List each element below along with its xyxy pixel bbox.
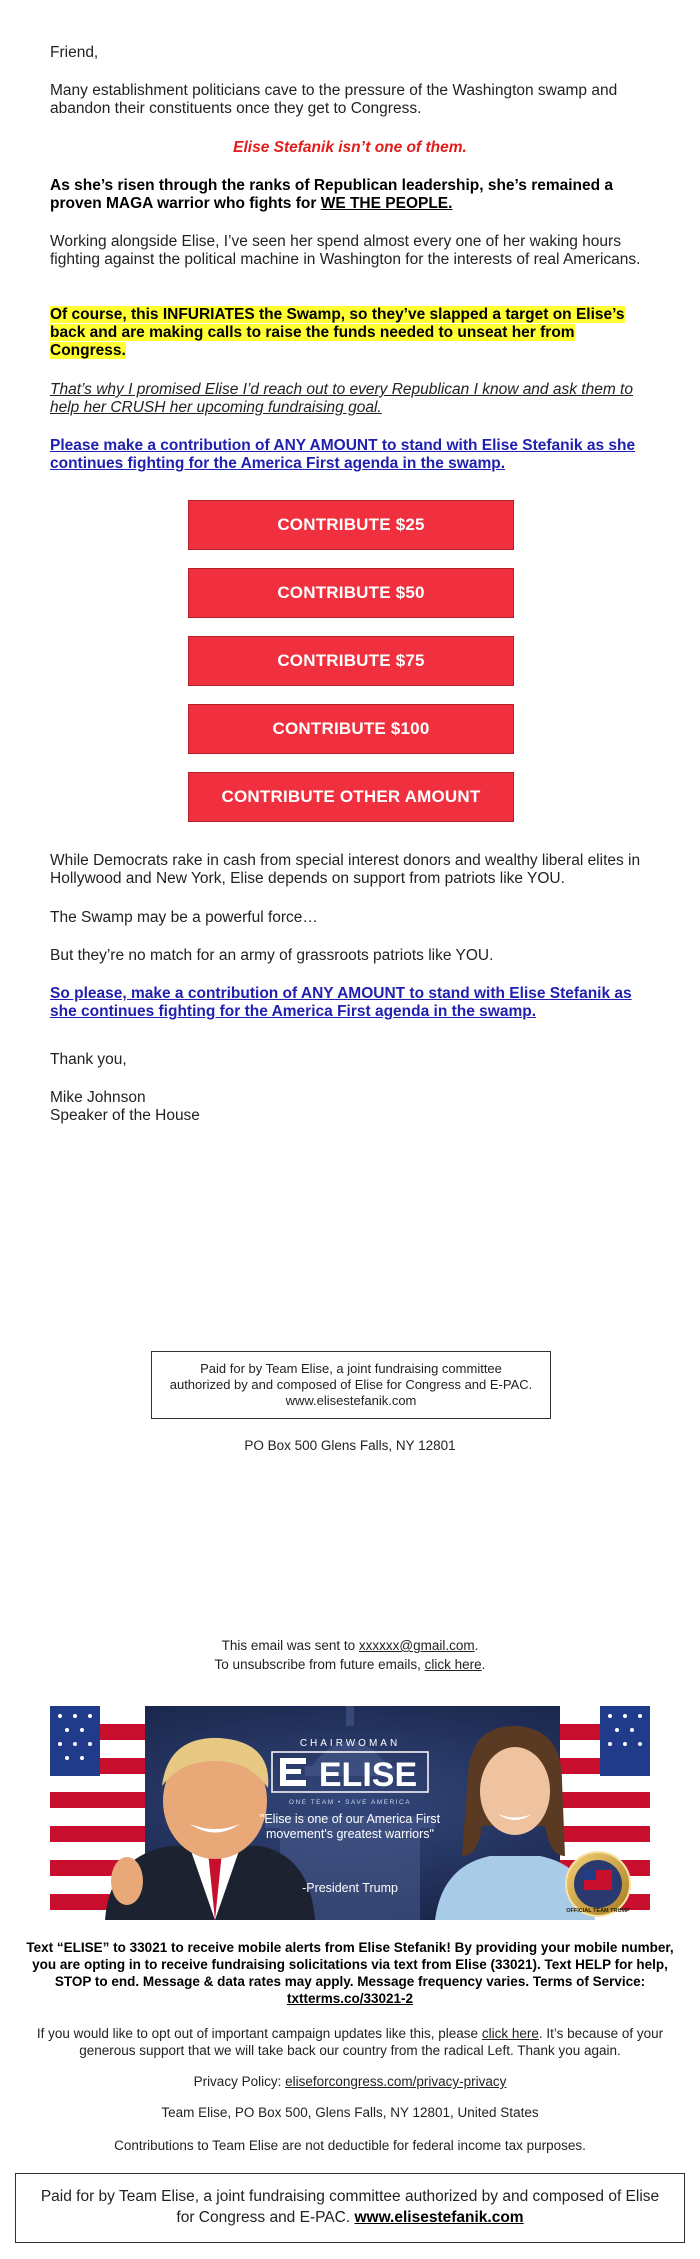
optout-link[interactable]: click here bbox=[481, 2026, 539, 2041]
privacy-line bbox=[18, 2073, 682, 2090]
footer-website-link[interactable]: www.elisestefanik.com bbox=[354, 2209, 524, 2226]
privacy-link[interactable]: eliseforcongress.com/privacy-privacy bbox=[285, 2074, 507, 2089]
banner-tagline: ONE TEAM • SAVE AMERICA bbox=[288, 1799, 412, 1806]
contribute-other-button[interactable]: CONTRIBUTE OTHER AMOUNT bbox=[188, 772, 514, 822]
po-box: PO Box 500 Glens Falls, NY 12801 bbox=[244, 1438, 456, 1453]
paragraph-swamp-force: The Swamp may be a powerful force… bbox=[50, 909, 318, 926]
campaign-banner[interactable] bbox=[50, 1706, 650, 1920]
banner-quote: "Elise is one of our America First movement's greatest warriors" bbox=[259, 1812, 441, 1841]
footer-paid-box bbox=[15, 2173, 685, 2243]
paid-for-box: Paid for by Team Elise, a joint fundraising committee authorized by and composed of Elise for Congress and E-PAC. www.elisestefanik.com bbox=[151, 1351, 551, 1419]
unsubscribe-suffix: . bbox=[481, 1657, 486, 1672]
seal-text: OFFICIAL TEAM TRUMP bbox=[566, 1908, 630, 1914]
optout-suffix: . It’s because of your generous support that we will take back our country from the radical Left. Thank you again. bbox=[79, 2026, 664, 2058]
contribute-100-button[interactable]: CONTRIBUTE $100 bbox=[188, 704, 514, 754]
optout-prefix: If you would like to opt out of important campaign updates like this, please bbox=[36, 2026, 482, 2041]
tax-note: Contributions to Team Elise are not deductible for federal income tax purposes. bbox=[114, 2138, 586, 2153]
we-the-people: WE THE PEOPLE. bbox=[320, 195, 453, 212]
contribute-link-2[interactable]: So please, make a contribution of ANY AMOUNT to stand with Elise Stefanik as she continues fighting for the America First agenda in the swamp. bbox=[50, 985, 632, 1020]
sms-disclaimer bbox=[18, 1939, 682, 2007]
paragraph-democrats: While Democrats rake in cash from special interest donors and wealthy liberal elites in Hollywood and New York, Elise depends on support from patriots like YOU. bbox=[50, 852, 641, 887]
paragraph-maga-warrior bbox=[50, 177, 650, 213]
paragraph-working-alongside: Working alongside Elise, I’ve seen her spend almost every one of her waking hours fighting against the political machine in Washington for the interests of real Americans. bbox=[50, 233, 641, 268]
banner-chairwoman-label: CHAIRWOMAN bbox=[299, 1738, 401, 1749]
recipient-email-link[interactable]: xxxxxx@gmail.com bbox=[358, 1638, 475, 1653]
paragraph-promise: That’s why I promised Elise I’d reach out to every Republican I know and ask them to help her CRUSH her upcoming fundraising goal. bbox=[50, 381, 633, 416]
unsubscribe-line bbox=[0, 1656, 700, 1674]
signoff: Thank you, bbox=[50, 1051, 127, 1068]
address-line: Team Elise, PO Box 500, Glens Falls, NY 12801, United States bbox=[161, 2105, 539, 2120]
greeting: Friend, bbox=[50, 44, 99, 61]
signer-title: Speaker of the House bbox=[50, 1107, 200, 1124]
optout-line bbox=[18, 2025, 682, 2059]
signer-name: Mike Johnson bbox=[50, 1089, 146, 1106]
contribute-25-button[interactable]: CONTRIBUTE $25 bbox=[188, 500, 514, 550]
highlighted-text: Of course, this INFURIATES the Swamp, so they’ve slapped a target on Elise’s back and are making calls to raise the funds needed to unseat her from Congress. bbox=[50, 306, 625, 359]
privacy-prefix: Privacy Policy: bbox=[193, 2074, 286, 2089]
official-seal bbox=[566, 1852, 630, 1916]
contribute-link-1[interactable]: Please make a contribution of ANY AMOUNT to stand with Elise Stefanik as she continues fighting for the America First agenda in the swamp. bbox=[50, 437, 636, 472]
contribute-50-button[interactable]: CONTRIBUTE $50 bbox=[188, 568, 514, 618]
sms-text: Text “ELISE” to 33021 to receive mobile alerts from Elise Stefanik! By providing your mobile number, you are opting in to receive fundraising solicitations via text from Elise (33021). Text HELP for help, STOP to end. Message & data rates may apply. Message frequency varies. Terms of Service: bbox=[26, 1940, 674, 1989]
sms-terms-link[interactable]: txtterms.co/33021-2 bbox=[286, 1991, 414, 2006]
sent-to-line bbox=[0, 1637, 700, 1655]
banner-name: ELISE bbox=[318, 1756, 418, 1794]
paragraph-establishment: Many establishment politicians cave to the pressure of the Washington swamp and abandon their constituents once they get to Congress. bbox=[50, 82, 618, 117]
banner-attribution: -President Trump bbox=[302, 1881, 398, 1895]
footer-paid-text: Paid for by Team Elise, a joint fundraising committee authorized by and composed of Elise for Congress and E-PAC. bbox=[40, 2188, 660, 2226]
banner-graphic bbox=[50, 1706, 650, 1920]
paragraph-no-match: But they’re no match for an army of grassroots patriots like YOU. bbox=[50, 947, 494, 964]
paragraph-maga-text: As she’s risen through the ranks of Republican leadership, she’s remained a proven MAGA warrior who fights for bbox=[50, 177, 614, 212]
headline-elise: Elise Stefanik isn’t one of them. bbox=[233, 139, 467, 156]
sent-to-prefix: This email was sent to bbox=[221, 1638, 359, 1653]
unsubscribe-prefix: To unsubscribe from future emails, bbox=[214, 1657, 425, 1672]
unsubscribe-link[interactable]: click here bbox=[424, 1657, 482, 1672]
contribute-75-button[interactable]: CONTRIBUTE $75 bbox=[188, 636, 514, 686]
paragraph-infuriates bbox=[50, 306, 650, 360]
sent-to-suffix: . bbox=[474, 1638, 479, 1653]
